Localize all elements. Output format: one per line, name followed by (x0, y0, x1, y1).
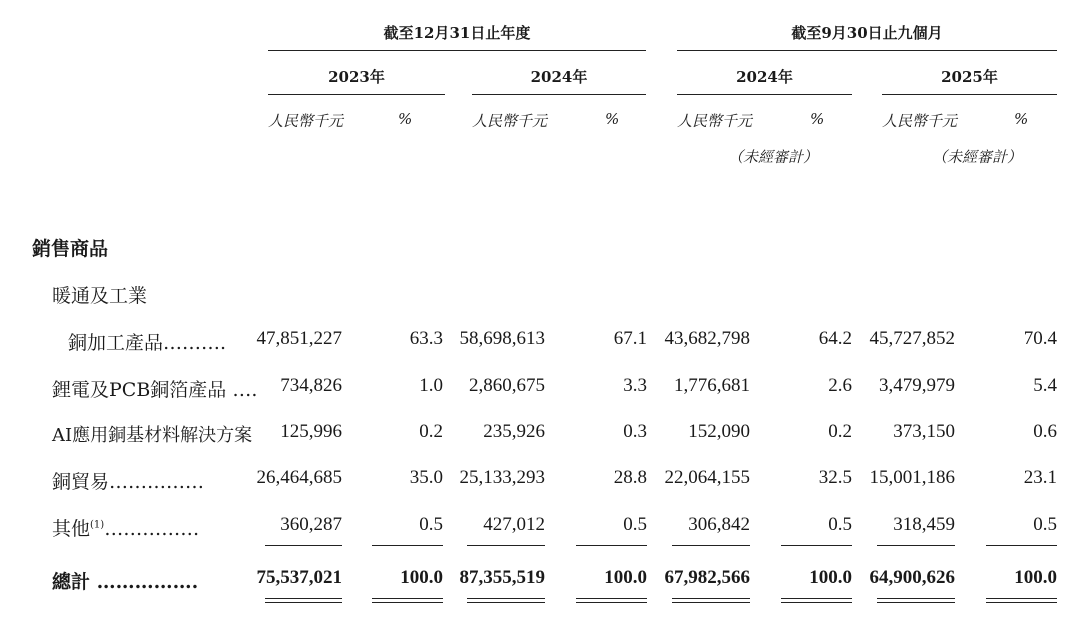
unit-pct-2024-nine: % (810, 110, 825, 128)
year-header-2025-nine-rule (882, 94, 1057, 95)
total-2024-pct: 100.0 (604, 567, 647, 588)
cell-ai-2024q-value: 152,090 (688, 421, 750, 442)
year-header-2024: 2024年 (530, 68, 588, 86)
cell-others-2025q-value: 318,459 (893, 514, 955, 535)
cell-copper-2024-value: 58,698,613 (459, 328, 545, 349)
subtotal-rule-2025q-value (877, 545, 955, 546)
cell-copper-2024q-value: 43,682,798 (664, 328, 750, 349)
row-label-ai-copper: AI應用銅基材料解決方案 (52, 425, 253, 446)
cell-ai-2024q-pct: 0.2 (828, 421, 852, 442)
period-header-nine-months-rule (677, 50, 1057, 51)
unit-pct-2025-nine: % (1014, 110, 1029, 128)
total-double-rule-2024q-pct (781, 598, 852, 603)
cell-copper-2024-pct: 67.1 (613, 328, 647, 349)
cell-trading-2023-pct: 35.0 (409, 467, 443, 488)
cell-lithium-2025q-pct: 5.4 (1033, 375, 1057, 396)
cell-ai-2023-pct: 0.2 (419, 421, 443, 442)
subtotal-rule-2023-value (265, 545, 342, 546)
unit-rmb-2024-nine: 人民幣千元 (677, 112, 753, 130)
cell-others-2024q-value: 306,842 (688, 514, 750, 535)
cell-ai-2024-pct: 0.3 (623, 421, 647, 442)
unit-rmb-2024: 人民幣千元 (472, 112, 548, 130)
cell-others-2024q-pct: 0.5 (828, 514, 852, 535)
cell-copper-2025q-value: 45,727,852 (869, 328, 955, 349)
cell-trading-2024-pct: 28.8 (613, 467, 647, 488)
subtotal-rule-2024q-value (672, 545, 750, 546)
cell-lithium-2025q-value: 3,479,979 (879, 375, 955, 396)
total-double-rule-2024-value (467, 598, 545, 603)
subtotal-rule-2025q-pct (986, 545, 1057, 546)
total-2025q-value: 64,900,626 (869, 567, 955, 588)
row-label-copper-processing: 銅加工產品………. (68, 332, 227, 354)
subsection-title: 暖通及工業 (52, 285, 148, 307)
total-double-rule-2023-value (265, 598, 342, 603)
row-label-others-dots: …………… (104, 518, 200, 540)
year-header-2023: 2023年 (328, 68, 385, 86)
cell-lithium-2023-pct: 1.0 (419, 375, 443, 396)
total-2023-pct: 100.0 (400, 567, 443, 588)
row-label-others (52, 514, 199, 541)
unit-rmb-2025-nine: 人民幣千元 (882, 112, 958, 130)
year-header-2024-nine-rule (677, 94, 852, 95)
period-header-year-rule (268, 50, 646, 51)
total-double-rule-2025q-pct (986, 598, 1057, 603)
subtotal-rule-2023-pct (372, 545, 443, 546)
unaudited-2024: （未經審計） (728, 148, 819, 166)
cell-trading-2024-value: 25,133,293 (459, 467, 545, 488)
cell-trading-2024q-value: 22,064,155 (664, 467, 750, 488)
total-2024q-pct: 100.0 (809, 567, 852, 588)
total-double-rule-2024q-value (672, 598, 750, 603)
total-2023-value: 75,537,021 (256, 567, 342, 588)
section-title: 銷售商品 (32, 238, 109, 260)
cell-lithium-2024q-pct: 2.6 (828, 375, 852, 396)
cell-copper-2023-value: 47,851,227 (256, 328, 342, 349)
total-2024q-value: 67,982,566 (664, 567, 750, 588)
year-header-2023-rule (268, 94, 445, 95)
cell-others-2024-pct: 0.5 (623, 514, 647, 535)
cell-trading-2024q-pct: 32.5 (818, 467, 852, 488)
cell-lithium-2023-value: 734,826 (280, 375, 342, 396)
cell-others-2025q-pct: 0.5 (1033, 514, 1057, 535)
year-header-2025-nine: 2025年 (941, 68, 998, 86)
cell-ai-2025q-pct: 0.6 (1033, 421, 1057, 442)
cell-lithium-2024-value: 2,860,675 (469, 375, 545, 396)
unit-pct-2024: % (605, 110, 620, 128)
total-2025q-pct: 100.0 (1014, 567, 1057, 588)
cell-others-2023-pct: 0.5 (419, 514, 443, 535)
subtotal-rule-2024q-pct (781, 545, 852, 546)
total-2024-value: 87,355,519 (459, 567, 545, 588)
period-header-year: 截至12月31日止年度 (383, 24, 531, 42)
subtotal-rule-2024-value (467, 545, 545, 546)
total-label: 總計 ……………. (52, 571, 199, 593)
unit-pct-2023: % (398, 110, 413, 128)
subtotal-rule-2024-pct (576, 545, 647, 546)
cell-trading-2025q-pct: 23.1 (1023, 467, 1057, 488)
cell-copper-2023-pct: 63.3 (409, 328, 443, 349)
row-label-copper-trading: 銅貿易…………… (52, 471, 205, 493)
cell-others-2023-value: 360,287 (280, 514, 342, 535)
cell-ai-2025q-value: 373,150 (893, 421, 955, 442)
cell-ai-2024-value: 235,926 (483, 421, 545, 442)
cell-lithium-2024q-value: 1,776,681 (674, 375, 750, 396)
year-header-2024-rule (472, 94, 646, 95)
cell-others-2024-value: 427,012 (483, 514, 545, 535)
total-double-rule-2023-pct (372, 598, 443, 603)
cell-trading-2023-value: 26,464,685 (256, 467, 342, 488)
cell-ai-2023-value: 125,996 (280, 421, 342, 442)
total-double-rule-2024-pct (576, 598, 647, 603)
cell-trading-2025q-value: 15,001,186 (869, 467, 955, 488)
unaudited-2025: （未經審計） (932, 148, 1023, 166)
year-header-2024-nine: 2024年 (736, 68, 793, 86)
row-label-lithium-pcb: 鋰電及PCB銅箔產品 …. (52, 379, 258, 401)
footnote-marker: (1) (90, 519, 105, 531)
row-label-others-text: 其他 (52, 518, 91, 540)
cell-copper-2024q-pct: 64.2 (818, 328, 852, 349)
cell-copper-2025q-pct: 70.4 (1023, 328, 1057, 349)
unit-rmb-2023: 人民幣千元 (268, 112, 344, 130)
cell-lithium-2024-pct: 3.3 (623, 375, 647, 396)
total-double-rule-2025q-value (877, 598, 955, 603)
period-header-nine-months: 截至9月30日止九個月 (791, 24, 943, 42)
